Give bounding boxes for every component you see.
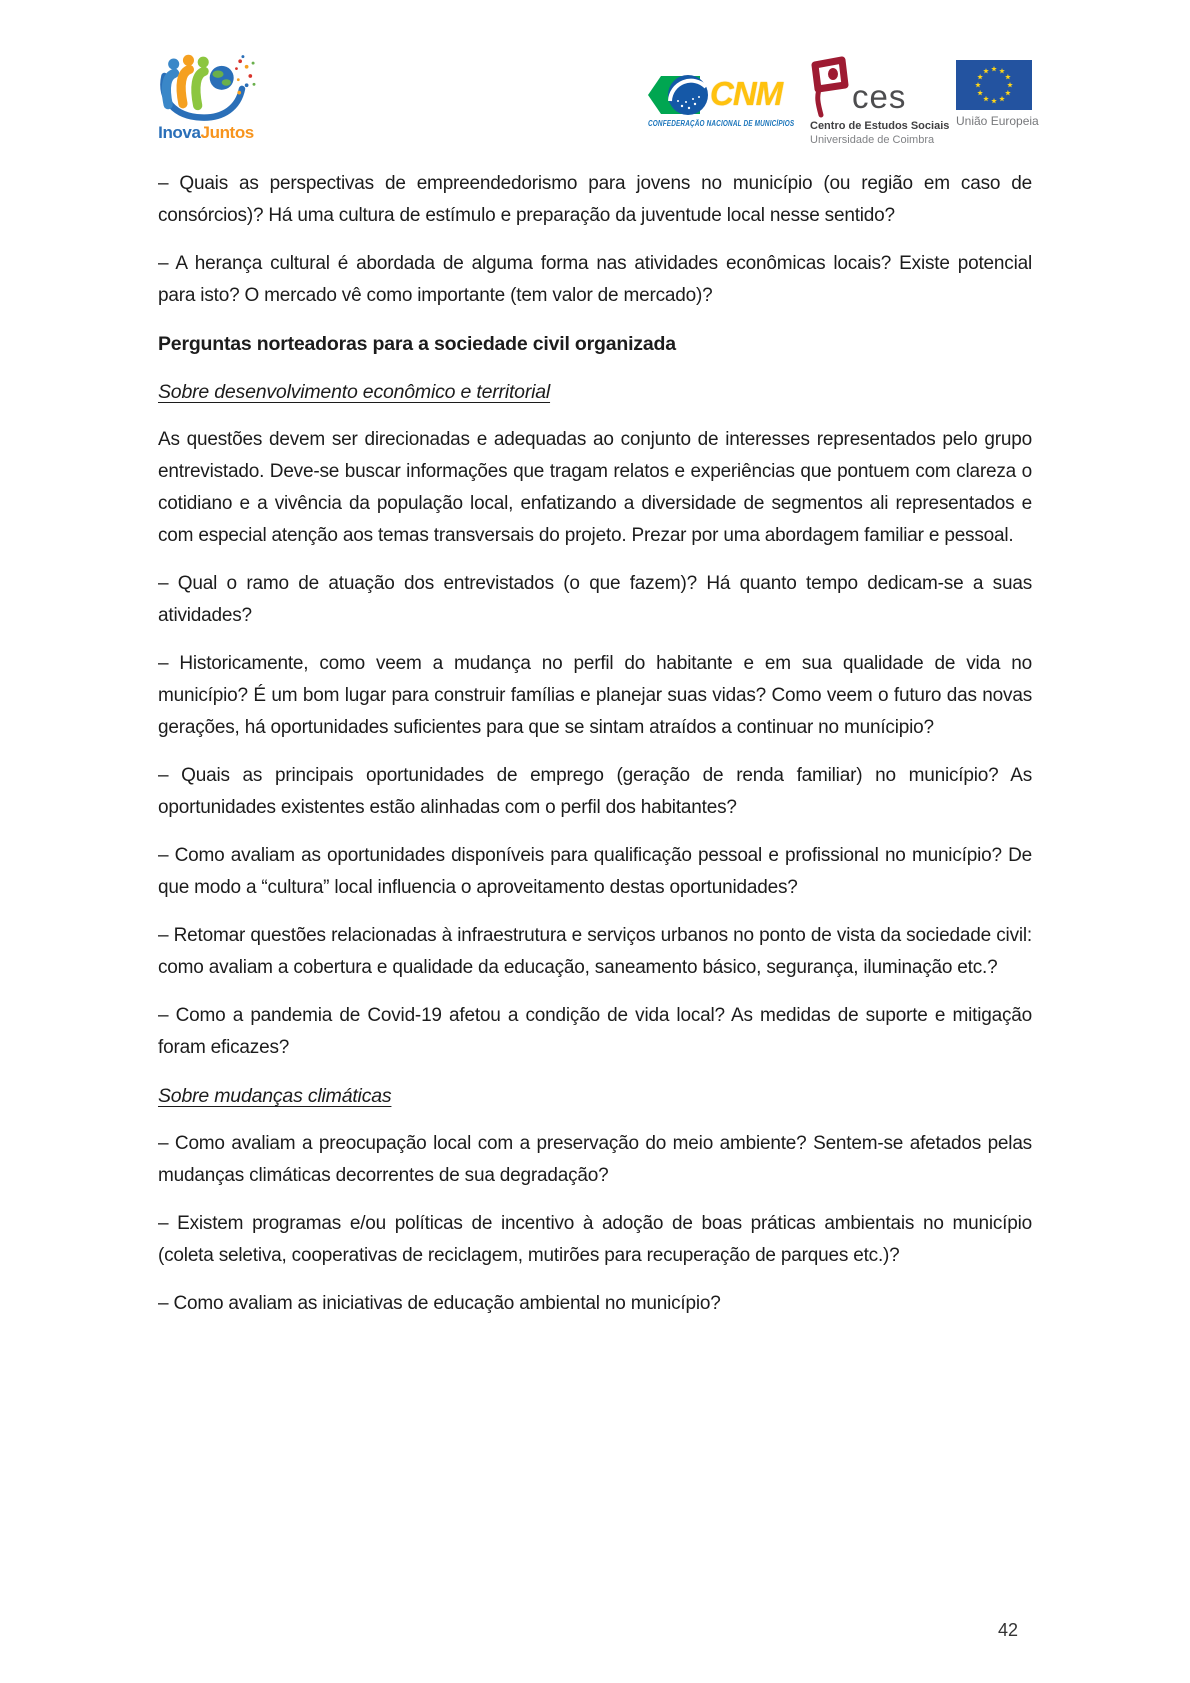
bullet-item: – Como a pandemia de Covid-19 afetou a condição de vida local? As medidas de suporte e mitigação foram eficazes? bbox=[158, 1005, 1032, 1058]
inovajuntos-wordmark-inova: Inova bbox=[158, 123, 201, 142]
ces-caption-line1: Centro de Estudos Sociais bbox=[810, 120, 950, 132]
inovajuntos-wordmark bbox=[150, 125, 262, 141]
ces-caption-line2: Universidade de Coimbra bbox=[810, 134, 935, 146]
ces-logo bbox=[806, 54, 971, 150]
bullet-item: – Quais as perspectivas de empreendedorismo para jovens no município (ou região em caso de consórcios)? Há uma cultura de estímulo e preparação da juventude local nesse sentido? bbox=[158, 173, 1032, 226]
inovajuntos-logo-icon bbox=[150, 52, 262, 124]
bullet-item: – Como avaliam a preocupação local com a preservação do meio ambiente? Sentem-se afetados pelas mudanças climáticas decorrentes de sua degradação? bbox=[158, 1133, 1032, 1186]
intro-paragraph: As questões devem ser direcionadas e adequadas ao conjunto de interesses representados pelo grupo entrevistado. Deve-se buscar informações que tragam relatos e experiências que pontuem com clareza o cotidiano e a vivência da população local, enfatizando a diversidade de segmentos ali representados e com especial atenção aos temas transversais do projeto. Prezar por uma abordagem familiar e pessoal. bbox=[158, 429, 1032, 546]
inovajuntos-wordmark-juntos: Juntos bbox=[200, 123, 254, 142]
section-heading: Perguntas norteadoras para a sociedade civil organizada bbox=[158, 333, 676, 355]
subsection-heading-economic: Sobre desenvolvimento econômico e territorial bbox=[158, 381, 551, 403]
cnm-logo bbox=[648, 72, 795, 142]
subsection-heading-climate: Sobre mudanças climáticas bbox=[158, 1085, 392, 1107]
eu-caption: União Europeia bbox=[956, 114, 1039, 128]
document-body bbox=[158, 168, 1032, 1336]
bullet-item: – Historicamente, como veem a mudança no perfil do habitante e em sua qualidade de vida no município? É um bom lugar para construir famílias e planejar suas vidas? Como veem o futuro das novas gerações, há oportunidades suficientes para que se sintam atraídos a continuar no munícipio? bbox=[158, 653, 1032, 738]
ces-acronym: ces bbox=[852, 78, 907, 115]
ces-icon bbox=[806, 56, 850, 123]
bullet-item: – Como avaliam as iniciativas de educação ambiental no município? bbox=[158, 1293, 721, 1314]
eu-flag-icon bbox=[956, 60, 1034, 110]
bullet-item: – A herança cultural é abordada de alguma forma nas atividades econômicas locais? Existe potencial para isto? O mercado vê como importante (tem valor de mercado)? bbox=[158, 253, 1032, 306]
bullet-item: – Retomar questões relacionadas à infraestrutura e serviços urbanos no ponto de vista da sociedade civil: como avaliam a cobertura e qualidade da educação, saneamento básico, segurança, iluminação etc.? bbox=[158, 925, 1032, 978]
eu-logo bbox=[956, 60, 1039, 128]
cnm-caption: CONFEDERAÇÃO NACIONAL DE MUNICÍPIOS bbox=[648, 119, 795, 128]
bullet-item: – Qual o ramo de atuação dos entrevistados (o que fazem)? Há quanto tempo dedicam-se a suas atividades? bbox=[158, 573, 1032, 626]
page-number: 42 bbox=[998, 1620, 1019, 1640]
bullet-item: – Existem programas e/ou políticas de incentivo à adoção de boas práticas ambientais no município (coleta seletiva, cooperativas de reciclagem, mutirões para recuperação de parques etc.)? bbox=[158, 1213, 1032, 1266]
bullet-item: – Quais as principais oportunidades de emprego (geração de renda familiar) no município? As oportunidades existentes estão alinhadas com o perfil dos habitantes? bbox=[158, 765, 1032, 818]
inovajuntos-logo bbox=[150, 52, 262, 141]
cnm-acronym: CNM bbox=[710, 75, 783, 112]
bullet-item: – Como avaliam as oportunidades disponíveis para qualificação pessoal e profissional no município? De que modo a “cultura” local influencia o aproveitamento destas oportunidades? bbox=[158, 845, 1032, 898]
